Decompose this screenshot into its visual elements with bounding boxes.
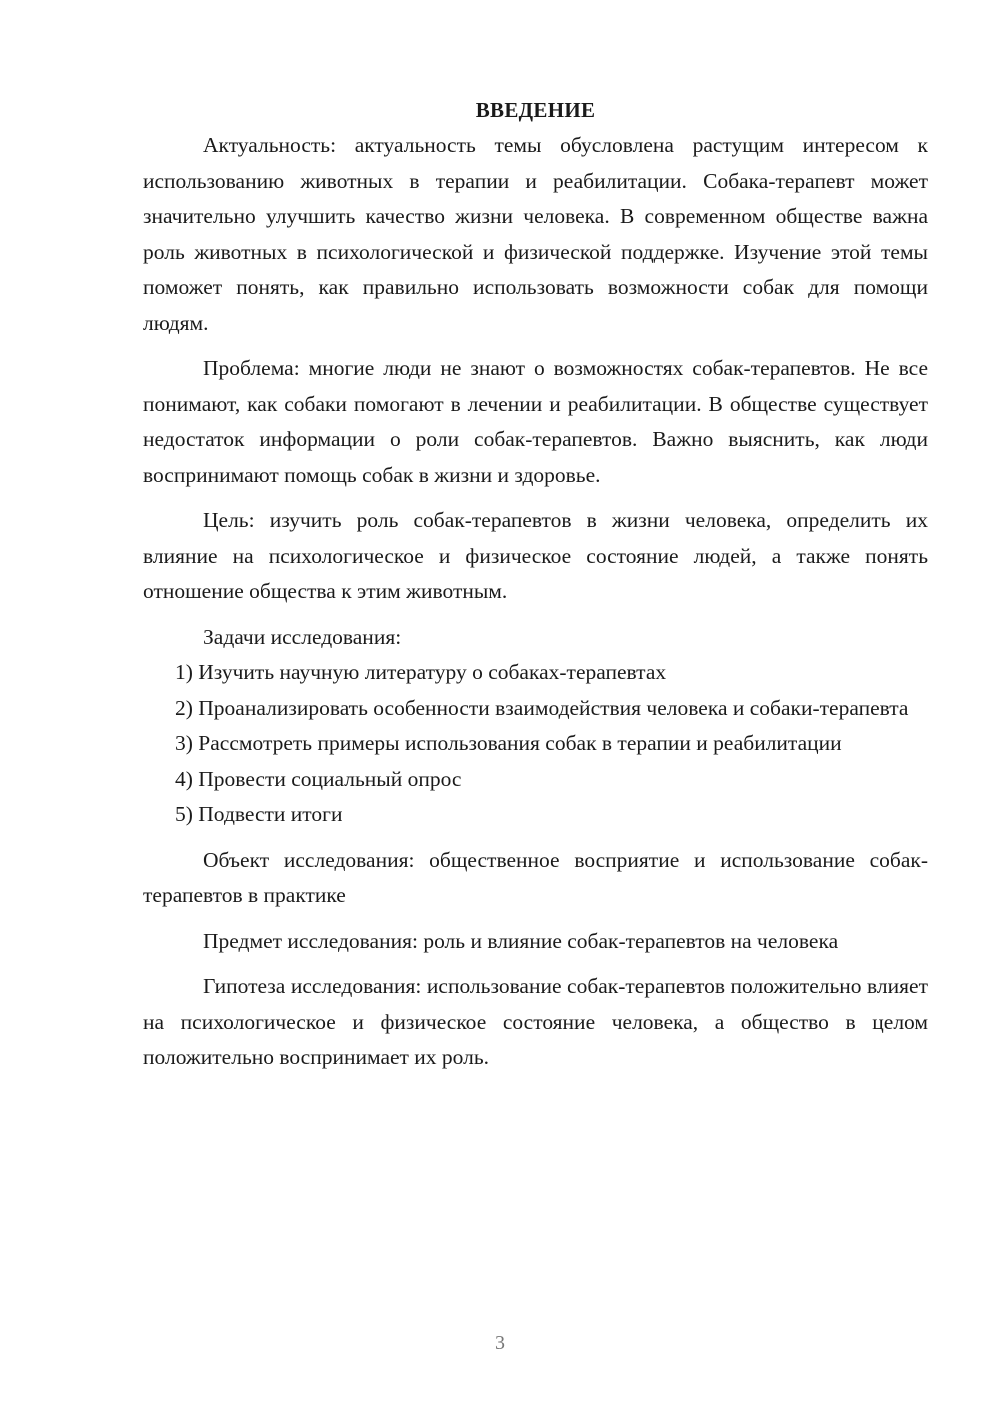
task-item-4: 4) Провести социальный опрос [175, 766, 462, 791]
paragraph-hypothesis: Гипотеза исследования: использование собак-терапевтов положительно влияет на психологическое и физическое состояние человека, а общество в целом положительно воспринимает их роль. [143, 974, 928, 1069]
task-item-3: 3) Рассмотреть примеры использования собак в терапии и реабилитации [175, 731, 842, 755]
task-item-1: 1) Изучить научную литературу о собаках-терапевтах [175, 660, 667, 684]
paragraph-goal: Цель: изучить роль собак-терапевтов в жизни человека, определить их влияние на психологическое и физическое состояние людей, а также понять отношение общества к этим животным. [143, 508, 928, 603]
paragraph-subject: Предмет исследования: роль и влияние собак-терапевтов на человека [203, 928, 839, 953]
page-content [143, 93, 928, 1076]
paragraph-relevance: Актуальность: актуальность темы обусловлена растущим интересом к использованию животных в терапии и реабилитации. Собака-терапевт может значительно улучшить качество жизни человека. В современном обществе важна роль животных в психологической и физической поддержке. Изучение этой темы поможет понять, как правильно использовать возможности собак для помощи людям. [143, 133, 928, 335]
paragraph-problem: Проблема: многие люди не знают о возможностях собак-терапевтов. Не все понимают, как собаки помогают в лечении и реабилитации. В обществе существует недостаток информации о роли собак-терапевтов. Важно выяснить, как люди воспринимают помощь собак в жизни и здоровье. [143, 356, 928, 487]
paragraph-tasks-heading: Задачи исследования: [203, 624, 402, 649]
paragraph-object: Объект исследования: общественное восприятие и использование собак-терапевтов в практике [143, 847, 928, 907]
page-title: ВВЕДЕНИЕ [475, 98, 596, 122]
task-item-5: 5) Подвести итоги [175, 802, 343, 826]
page-number: 3 [495, 1332, 505, 1354]
task-item-2: 2) Проанализировать особенности взаимодействия человека и собаки-терапевта [175, 695, 909, 720]
